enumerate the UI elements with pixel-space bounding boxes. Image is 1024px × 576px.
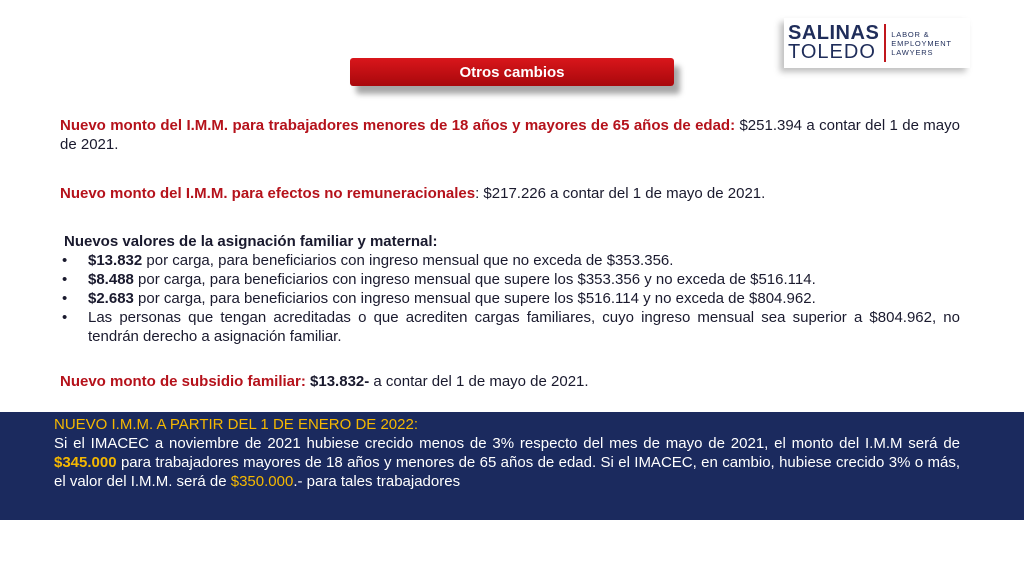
family-subsidy-paragraph: [60, 372, 960, 391]
new-imm-2022-heading: NUEVO I.M.M. A PARTIR DEL 1 DE ENERO DE 2022: [54, 416, 414, 433]
salinas-toledo-logo: [784, 18, 970, 68]
imm-minors-seniors-label: Nuevo monto del I.M.M. para trabajadores menores de 18 años y mayores de 65 años de edad:: [60, 117, 736, 134]
family-subsidy-text: a contar del 1 de mayo de 2021.: [369, 373, 589, 390]
imm-amount-345000: $345.000: [54, 454, 117, 471]
family-allowance-heading: Nuevos valores de la asignación familiar y maternal:: [64, 233, 438, 250]
list-item: • $8.488 por carga, para beneficiarios con ingreso mensual que supere los $353.356 y no exceda de $516.114.: [62, 271, 816, 288]
family-allowance-list: [60, 251, 960, 346]
imm-minors-seniors-paragraph: [60, 116, 960, 154]
list-item: • Las personas que tengan acreditadas o que acrediten cargas familiares, cuyo ingreso mensual sea superior a $804.962, no tendrán derecho a asignación familiar.: [62, 309, 960, 345]
imm-amount-350000: $350.000: [230, 473, 294, 490]
section-title: Otros cambios: [459, 63, 565, 81]
new-imm-2022-box: [0, 412, 1024, 520]
new-imm-2022-text: NUEVO I.M.M. A PARTIR DEL 1 DE ENERO DE 2022: Si el IMACEC a noviembre de 2021 hubiese crecido menos de 3% respecto del mes de mayo de 2021, el monto del I.M.M será de $345.000 para trabajadores mayores de 18 años y menores de 65 años de edad. Si el IMACEC, en cambio, hubiese crecido 3% o más, el valor del I.M.M. será de $350.000.- para tales trabajadores: [54, 416, 960, 490]
list-item: • $13.832 por carga, para beneficiarios con ingreso mensual que no exceda de $353.356.: [62, 252, 674, 269]
logo-tagline: LABOR & EMPLOYMENT LAWYERS: [891, 29, 952, 57]
imm-non-remunerative-label: Nuevo monto del I.M.M. para efectos no remuneracionales: [60, 185, 476, 202]
family-subsidy-label: Nuevo monto de subsidio familiar:: [60, 373, 306, 390]
section-title-banner: [350, 58, 674, 86]
logo-wordmark: SALINAS TOLEDO: [784, 24, 886, 62]
family-subsidy-value: $13.832-: [305, 373, 370, 390]
imm-non-remunerative-paragraph: [60, 184, 960, 203]
imm-minors-seniors-text: $251.394 a contar del 1 de mayo de 2021.: [60, 117, 960, 153]
list-item: • $2.683 por carga, para beneficiarios con ingreso mensual que supere los $516.114 y no exceda de $804.962.: [62, 290, 816, 307]
imm-non-remunerative-text: : $217.226 a contar del 1 de mayo de 2021.: [475, 185, 766, 202]
